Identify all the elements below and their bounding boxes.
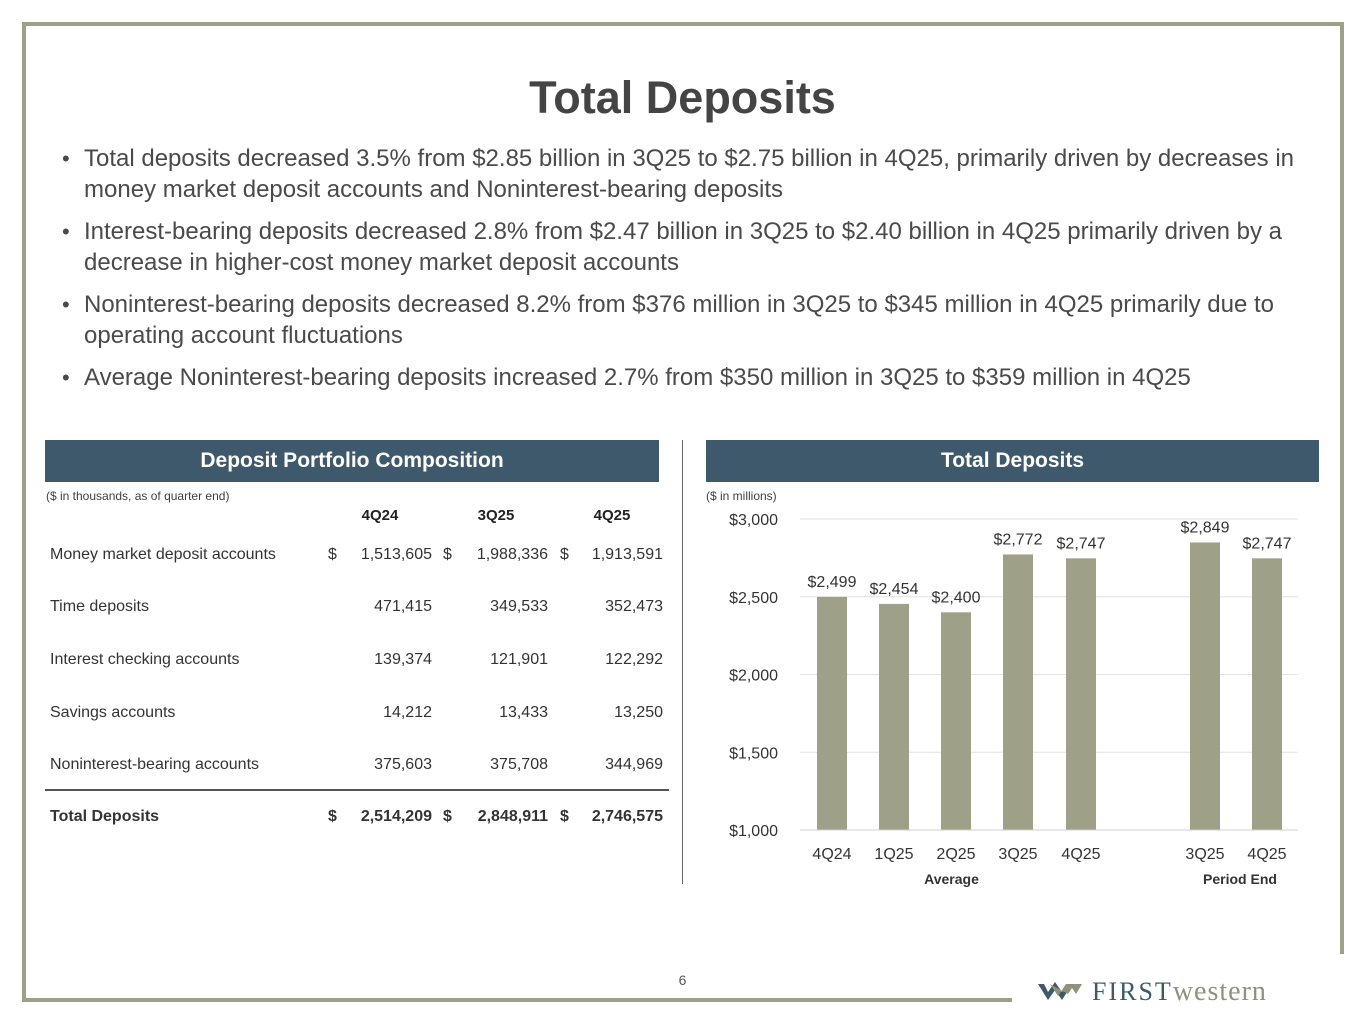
table-cell: 121,901 [490,651,548,668]
dollar-sign: $ [328,546,337,563]
bar [879,604,909,830]
x-tick-label: 4Q25 [1061,846,1101,863]
data-label: $2,499 [807,573,857,591]
table-panel-header: Deposit Portfolio Composition [45,440,659,482]
x-tick-label: 3Q25 [1185,846,1225,863]
bullet-item: • Interest-bearing deposits decreased 2.8% from $2.47 billion in 3Q25 to $2.40 billion in 4Q25 primarily driven by a decrease in higher-cost money market deposit accounts [62,218,1283,276]
data-label: $2,849 [1180,519,1230,537]
bullet-dot-icon: • [62,292,70,317]
x-tick-label: 2Q25 [936,846,976,863]
dollar-sign: $ [328,808,337,825]
table-cell: 352,473 [605,598,663,615]
table-cell: 122,292 [605,651,663,668]
row-label: Time deposits [50,598,149,615]
bullet-dot-icon: • [62,146,70,171]
bar [1190,542,1220,830]
frame-right-border [1340,22,1344,954]
table-cell: 13,433 [499,704,548,721]
data-label: $2,400 [931,589,981,607]
frame-bottom-border [22,998,1012,1002]
total-cell: 2,514,209 [360,808,432,825]
chart-panel-header: Total Deposits [706,440,1319,482]
table-cell: 375,603 [374,756,432,773]
panel-divider [682,440,683,884]
frame-left-border [22,22,26,1002]
table-cell: 349,533 [490,598,548,615]
x-tick-label: 4Q25 [1247,846,1287,863]
x-tick-label: 3Q25 [998,846,1038,863]
table-cell: 471,415 [374,598,432,615]
chart-unit-note: ($ in millions) [706,489,777,503]
y-tick-label: $2,000 [729,667,778,685]
y-tick-label: $2,500 [729,589,778,607]
y-tick-label: $1,000 [729,823,778,840]
row-label: Noninterest-bearing accounts [50,756,260,773]
page-number: 6 [678,972,687,988]
group-label: Average [924,871,979,887]
table-cell: 13,250 [614,704,663,721]
summary-bullets [60,143,1330,404]
x-tick-label: 4Q24 [812,846,852,863]
bar [817,597,847,830]
row-label: Money market deposit accounts [50,546,276,563]
total-cell: 2,848,911 [477,808,548,825]
table-unit-note: ($ in thousands, as of quarter end) [46,489,230,503]
data-label: $2,454 [869,580,919,598]
table-cell: 139,374 [374,651,432,668]
bullet-item: • Average Noninterest-bearing deposits increased 2.7% from $350 million in 3Q25 to $359 million in 4Q25 [62,364,1191,391]
table-cell: 1,513,605 [360,546,432,563]
logo-mark-icon [1038,982,1084,1002]
group-label: Period End [1203,871,1277,887]
table-cell: 1,988,336 [476,546,548,563]
data-label: $2,747 [1056,535,1106,553]
data-label: $2,772 [993,531,1043,549]
table-cell: 344,969 [605,756,663,773]
dollar-sign: $ [443,546,452,563]
x-tick-label: 1Q25 [874,846,914,863]
total-cell: 2,746,575 [591,808,663,825]
row-label: Interest checking accounts [50,651,240,668]
bullet-dot-icon: • [62,365,70,390]
table-cell: 14,212 [383,704,432,721]
bullet-item: • Noninterest-bearing deposits decreased 8.2% from $376 million in 3Q25 to $345 million in 4Q25 primarily due to operating account fluctuations [62,291,1274,349]
dollar-sign: $ [443,808,452,825]
table-cell: 1,913,591 [591,546,663,563]
bullet-item: • Total deposits decreased 3.5% from $2.85 billion in 3Q25 to $2.75 billion in 4Q25, primarily driven by decreases in money market deposit accounts and Noninterest-bearing deposits [62,145,1295,203]
total-divider [45,789,669,791]
company-logo [1038,978,1267,1006]
column-header: 4Q25 [593,507,631,524]
dollar-sign: $ [560,808,569,825]
data-label: $2,747 [1242,535,1292,553]
y-tick-label: $1,500 [729,745,778,763]
frame-top-border [22,22,1344,26]
bar [1252,558,1282,830]
bar [1003,554,1033,830]
row-label: Savings accounts [50,704,176,721]
page-title: Total Deposits [529,72,836,123]
total-row-label: Total Deposits [50,808,160,825]
column-header: 3Q25 [477,507,515,524]
bullet-dot-icon: • [62,219,70,244]
column-header: 4Q24 [361,507,399,524]
y-tick-label: $3,000 [729,512,778,529]
bar [941,612,971,830]
bar [1066,558,1096,830]
logo-wordmark: FIRSTwestern [1092,976,1267,1007]
table-cell: 375,708 [490,756,548,773]
dollar-sign: $ [560,546,569,563]
